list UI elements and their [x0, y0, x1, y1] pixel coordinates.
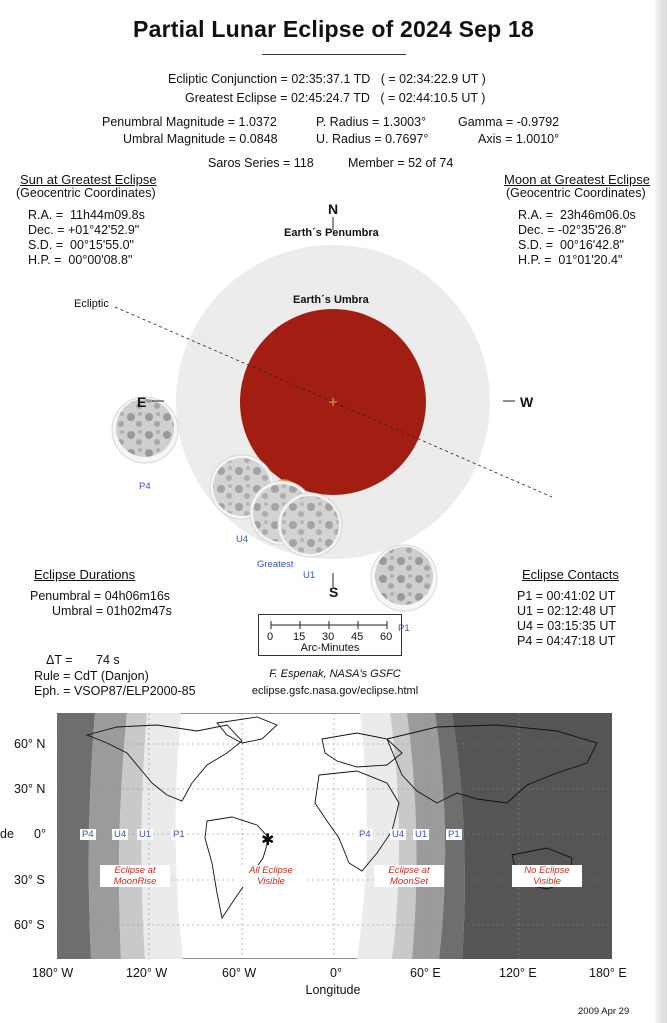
scale-label-60: 60	[380, 631, 393, 643]
p4-label: P4	[139, 481, 151, 492]
u4-label: U4	[236, 534, 249, 545]
saros-series: Saros Series = 118	[208, 156, 314, 170]
sun-hp: H.P. = 00°00'08.8"	[28, 253, 133, 267]
lon-0: 0°	[330, 966, 342, 980]
sun-dec: Dec. = +01°42'52.9"	[28, 223, 140, 237]
moonrise-line1: Eclipse at	[114, 865, 156, 876]
lat-60s: 60° S	[14, 918, 45, 932]
penumbral-duration: Penumbral = 04h06m16s	[30, 589, 171, 603]
all-visible-line1: All Eclipse	[249, 865, 293, 876]
no-eclipse-line2: Visible	[533, 876, 561, 887]
map-right-p1: P1	[448, 829, 460, 840]
penumbra-label: Earth´s Penumbra	[284, 227, 379, 239]
contact-u1: U1 = 02:12:48 UT	[517, 604, 617, 618]
moonrise-label	[100, 865, 170, 887]
moon-subheading: (Geocentric Coordinates)	[506, 186, 646, 200]
north-label: N	[328, 201, 339, 217]
map-right-u4: U4	[392, 829, 405, 840]
umbra-label: Earth´s Umbra	[293, 294, 369, 306]
map-right-u1: U1	[415, 829, 428, 840]
scale-label-30: 30	[322, 631, 335, 643]
penumbral-magnitude: Penumbral Magnitude = 1.0372	[102, 115, 277, 129]
lat-60n: 60° N	[14, 737, 46, 751]
west-label: W	[520, 394, 534, 410]
no-eclipse-zone	[452, 713, 612, 959]
lon-180w: 180° W	[32, 966, 74, 980]
sun-ra: R.A. = 11h44m09.8s	[28, 208, 145, 222]
eclipse-diagram	[0, 195, 667, 615]
map-right-p4: P4	[359, 829, 371, 840]
lat-30n: 30° N	[14, 782, 46, 796]
greatest-label: Greatest	[257, 559, 294, 570]
scale-label-15: 15	[293, 631, 306, 643]
contact-p4: P4 = 04:47:18 UT	[517, 634, 616, 648]
lon-120w: 120° W	[126, 966, 168, 980]
no-eclipse-label	[512, 865, 582, 887]
delta-t-label: ΔT =	[46, 653, 73, 667]
moon-ra: R.A. = 23h46m06.0s	[518, 208, 636, 222]
ecliptic-label: Ecliptic	[74, 298, 109, 310]
moonset-line2: MoonSet	[389, 876, 429, 887]
latitude-axis-label-fragment: de	[0, 827, 14, 841]
p-radius: P. Radius = 1.3003°	[316, 115, 427, 129]
moonset-label	[374, 865, 444, 887]
map-left-u4: U4	[114, 829, 127, 840]
moon-hp: H.P. = 01°01'20.4"	[518, 253, 623, 267]
sun-sd: S.D. = 00°15'55.0"	[28, 238, 134, 252]
moon-dec: Dec. = -02°35'26.8"	[518, 223, 627, 237]
scale-label-0: 0	[267, 631, 274, 643]
umbral-magnitude: Umbral Magnitude = 0.0848	[123, 132, 278, 146]
all-visible-label	[236, 865, 306, 887]
contact-u4: U4 = 03:15:35 UT	[517, 619, 617, 633]
lat-0: 0°	[34, 827, 46, 841]
map-left-p1: P1	[173, 829, 185, 840]
umbral-duration: Umbral = 01h02m47s	[52, 604, 172, 618]
saros-member: Member = 52 of 74	[348, 156, 454, 170]
u1-label: U1	[303, 570, 316, 581]
ecliptic-conjunction-line: Ecliptic Conjunction = 02:35:37.1 TD ( = 02:34:22.9 UT )	[168, 72, 486, 86]
sun-subheading: (Geocentric Coordinates)	[16, 186, 156, 200]
moon-p1-disk	[375, 547, 433, 605]
south-label: S	[329, 584, 339, 600]
longitude-axis-label: Longitude	[305, 983, 361, 997]
lon-60w: 60° W	[222, 966, 257, 980]
moon-heading: Moon at Greatest Eclipse	[504, 172, 650, 187]
contact-p1: P1 = 00:41:02 UT	[517, 589, 616, 603]
date-stamp: 2009 Apr 29	[578, 1006, 630, 1017]
lon-60e: 60° E	[410, 966, 441, 980]
p1-label: P1	[398, 623, 410, 634]
scale-unit-label: Arc-Minutes	[300, 642, 360, 654]
page-title: Partial Lunar Eclipse of 2024 Sep 18	[133, 16, 534, 42]
arc-minute-scale	[258, 614, 402, 656]
moonrise-line2: MoonRise	[113, 876, 157, 887]
sun-heading: Sun at Greatest Eclipse	[20, 172, 157, 187]
source-url[interactable]: eclipse.gsfc.nasa.gov/eclipse.html	[251, 685, 419, 697]
lon-180e: 180° E	[589, 966, 627, 980]
credit-text: F. Espenak, NASA's GSFC	[269, 668, 401, 680]
axis: Axis = 1.0010°	[478, 132, 560, 146]
lon-120e: 120° E	[499, 966, 537, 980]
u-radius: U. Radius = 0.7697°	[316, 132, 429, 146]
lat-30s: 30° S	[14, 873, 45, 887]
rule-text: Rule = CdT (Danjon)	[34, 669, 149, 683]
moonset-line1: Eclipse at	[388, 865, 430, 876]
scale-label-45: 45	[351, 631, 364, 643]
moon-u1-disk	[281, 496, 339, 554]
east-label: E	[137, 394, 147, 410]
gamma: Gamma = -0.9792	[458, 115, 560, 129]
map-left-p4: P4	[82, 829, 94, 840]
map-left-u1: U1	[139, 829, 152, 840]
moon-sd: S.D. = 00°16'42.8"	[518, 238, 624, 252]
all-visible-line2: Visible	[257, 876, 285, 887]
title-underline	[262, 54, 406, 55]
greatest-eclipse-line: Greatest Eclipse = 02:45:24.7 TD ( = 02:44:10.5 UT )	[185, 91, 486, 105]
delta-t-value: 74 s	[96, 653, 120, 667]
contacts-heading: Eclipse Contacts	[522, 567, 619, 582]
no-eclipse-line1: No Eclipse	[524, 865, 570, 876]
ephemeris-text: Eph. = VSOP87/ELP2000-85	[34, 684, 196, 698]
greatest-eclipse-star: ✱	[261, 832, 275, 849]
durations-heading: Eclipse Durations	[34, 567, 136, 582]
